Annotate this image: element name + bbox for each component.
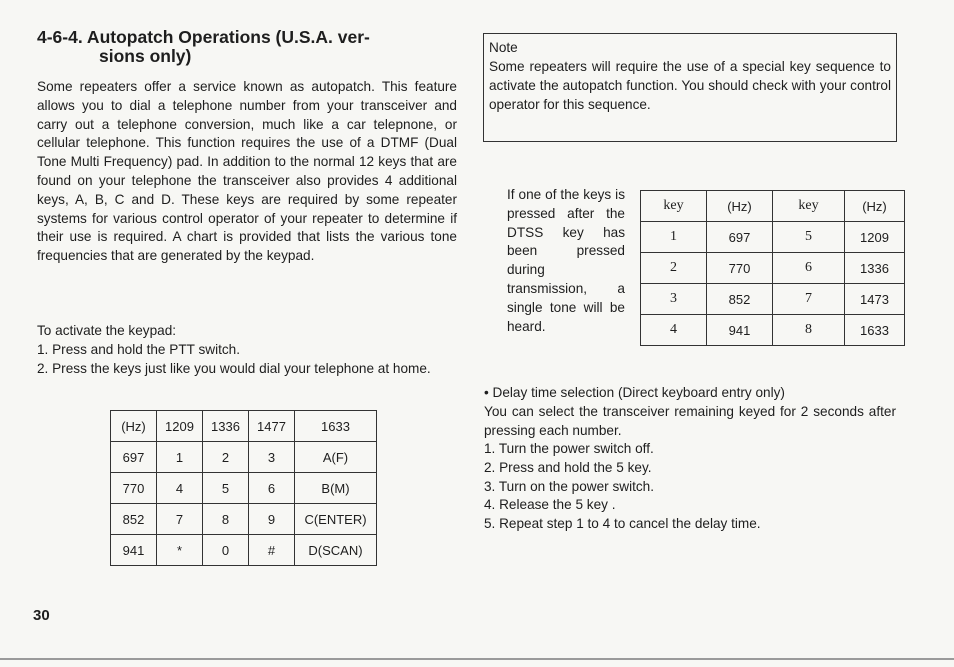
table-cell: 7 — [157, 504, 203, 535]
table-cell: 5 — [773, 222, 845, 253]
table-cell: * — [157, 535, 203, 566]
table-cell: 1209 — [845, 222, 905, 253]
heading-line-2: sions only) — [99, 46, 192, 66]
table-cell: 1336 — [203, 411, 249, 442]
delay-step: 2. Press and hold the 5 key. — [484, 459, 652, 475]
table-cell: 2 — [203, 442, 249, 473]
table-cell: 1477 — [249, 411, 295, 442]
heading-line-1: 4-6-4. Autopatch Operations (U.S.A. ver- — [37, 27, 370, 47]
table-cell: 770 — [111, 473, 157, 504]
dtmf-frequency-table — [110, 410, 377, 566]
delay-step: 5. Repeat step 1 to 4 to cancel the delay time. — [484, 516, 761, 532]
note-title: Note — [489, 40, 518, 55]
table-cell: 941 — [111, 535, 157, 566]
table-cell: 8 — [773, 315, 845, 346]
table-cell: C(ENTER) — [295, 504, 377, 535]
single-tone-text: If one of the keys is pressed after the DTSS key has been pressed during transmission, a single tone will be heard. — [507, 187, 625, 334]
table-cell: 941 — [707, 315, 773, 346]
table-cell: 6 — [249, 473, 295, 504]
note-box — [483, 33, 897, 142]
delay-title: • Delay time selection (Direct keyboard entry only) — [484, 385, 785, 400]
table-cell: A(F) — [295, 442, 377, 473]
table-cell: 7 — [773, 284, 845, 315]
table-cell: 1633 — [295, 411, 377, 442]
table-cell: B(M) — [295, 473, 377, 504]
table-cell: # — [249, 535, 295, 566]
table-row — [111, 411, 377, 442]
page-number: 30 — [33, 607, 50, 624]
table-cell: 4 — [641, 315, 707, 346]
table-row — [641, 284, 905, 315]
table-cell: 9 — [249, 504, 295, 535]
table-cell: 1 — [157, 442, 203, 473]
table-cell: 697 — [707, 222, 773, 253]
table-cell: 4 — [157, 473, 203, 504]
table-row — [111, 473, 377, 504]
table-cell: 770 — [707, 253, 773, 284]
delay-step: 3. Turn on the power switch. — [484, 478, 655, 494]
activate-lead: To activate the keypad: — [37, 323, 177, 338]
activate-steps — [37, 341, 457, 379]
table-cell: 1473 — [845, 284, 905, 315]
delay-step: 1. Turn the power switch off. — [484, 441, 654, 456]
single-tone-table — [640, 190, 905, 346]
table-cell: 1 — [641, 222, 707, 253]
table-cell: 8 — [203, 504, 249, 535]
table-row — [641, 191, 905, 222]
activate-step: 1. Press and hold the PTT switch. — [37, 342, 240, 357]
table-cell: 1336 — [845, 253, 905, 284]
table-cell: 852 — [111, 504, 157, 535]
table-row — [111, 535, 377, 566]
table-cell: 1633 — [845, 315, 905, 346]
table-cell: 2 — [641, 253, 707, 284]
table-cell: 3 — [641, 284, 707, 315]
table-cell: (Hz) — [111, 411, 157, 442]
activate-step: 2. Press the keys just like you would dial your telephone at home. — [37, 360, 431, 376]
table-cell: (Hz) — [845, 191, 905, 222]
table-cell: 1209 — [157, 411, 203, 442]
table-row — [111, 442, 377, 473]
table-row — [641, 253, 905, 284]
table-cell: 697 — [111, 442, 157, 473]
bottom-rule — [0, 658, 954, 660]
note-body: Some repeaters will require the use of a special key sequence to activate the autopatch function. You should check with your control operator for this sequence. — [489, 59, 891, 112]
delay-steps — [484, 440, 761, 534]
table-row — [111, 504, 377, 535]
table-cell: 3 — [249, 442, 295, 473]
table-row — [641, 315, 905, 346]
table-cell: 5 — [203, 473, 249, 504]
delay-body: You can select the transceiver remaining keyed for 2 seconds after pressing each number. — [484, 404, 896, 438]
table-cell: key — [641, 191, 707, 222]
table-cell: D(SCAN) — [295, 535, 377, 566]
table-cell: 852 — [707, 284, 773, 315]
intro-paragraph: Some repeaters offer a service known as autopatch. This feature allows you to dial a telephone number from your transceiver and carry out a telephone conversion, much like a car telepnone, or cellular telephone. This function requires the use of a DTMF (Dual Tone Multi Frequency) pad. In addition to the normal 12 keys that are found on your telephone the transceiver also provides 4 additional keys, A, B, C and D. These keys are required by some repeater systems for various control operator of your repeater to determine if their use is required. A chart is provided that lists the various tone frequencies that are generated by the keypad. — [37, 79, 457, 264]
delay-step: 4. Release the 5 key . — [484, 497, 616, 513]
table-cell: 0 — [203, 535, 249, 566]
section-heading — [37, 28, 457, 66]
table-cell: 6 — [773, 253, 845, 284]
table-cell: key — [773, 191, 845, 222]
table-cell: (Hz) — [707, 191, 773, 222]
table-row — [641, 222, 905, 253]
